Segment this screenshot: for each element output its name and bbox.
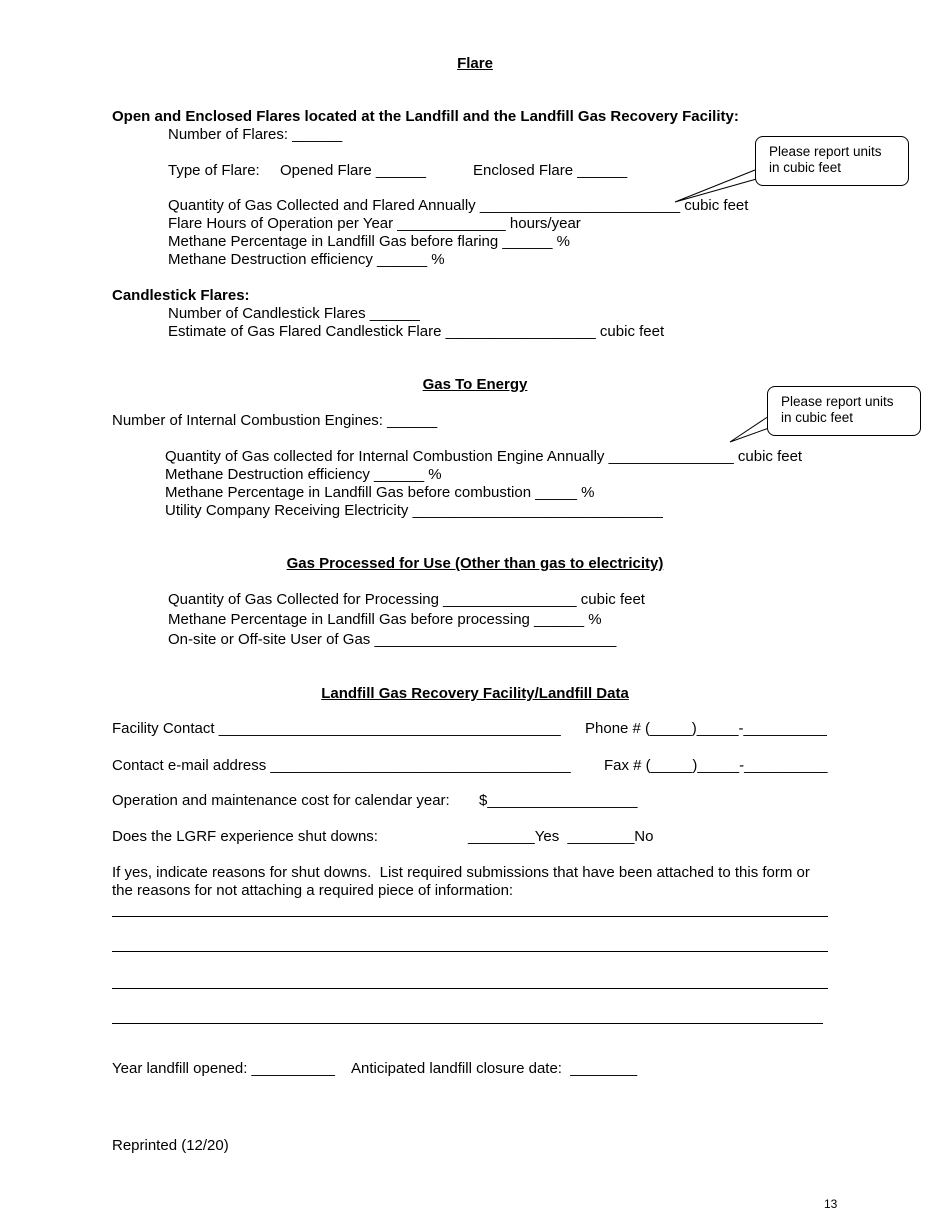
shutdowns-label: Does the LGRF experience shut downs: <box>112 828 378 845</box>
combustion-engines-field[interactable]: Number of Internal Combustion Engines: ______ <box>112 412 438 429</box>
energy-units-callout-text: Please report units in cubic feet <box>767 386 921 436</box>
year-opened-field[interactable]: Year landfill opened: __________ <box>112 1060 335 1077</box>
facility-contact-field[interactable]: Facility Contact _________________________________________ <box>112 720 561 737</box>
number-of-flares-field[interactable]: Number of Flares: ______ <box>168 126 343 143</box>
reasons-answer-line[interactable] <box>112 988 828 989</box>
contact-email-field[interactable]: Contact e-mail address ____________________________________ <box>112 757 571 774</box>
flare-hours-field[interactable]: Flare Hours of Operation per Year _____________ hours/year <box>168 215 581 232</box>
om-cost-field[interactable]: $__________________ <box>479 792 638 809</box>
type-of-flare-label: Type of Flare: <box>168 162 260 179</box>
phone-field[interactable]: Phone # (_____)_____-__________ <box>585 720 827 737</box>
shutdown-reasons-instruction-1: If yes, indicate reasons for shut downs. List required submissions that have been attached to this form or <box>112 864 810 881</box>
engine-gas-quantity-field[interactable]: Quantity of Gas collected for Internal Combustion Engine Annually _______________ cubic feet <box>165 448 803 465</box>
engine-methane-percentage-field[interactable]: Methane Percentage in Landfill Gas before combustion _____ % <box>165 484 595 501</box>
facility-data-heading: Landfill Gas Recovery Facility/Landfill Data <box>321 685 629 702</box>
enclosed-flare-field[interactable]: Enclosed Flare ______ <box>473 162 628 179</box>
gas-user-field[interactable]: On-site or Off-site User of Gas _____________________________ <box>168 631 617 648</box>
closure-date-field[interactable]: Anticipated landfill closure date: ________ <box>351 1060 638 1077</box>
shutdowns-yes-no-field[interactable]: ________Yes ________No <box>468 828 654 845</box>
reasons-answer-line[interactable] <box>112 951 828 952</box>
opened-flare-field[interactable]: Opened Flare ______ <box>280 162 426 179</box>
om-cost-label: Operation and maintenance cost for calendar year: <box>112 792 450 809</box>
gas-processed-heading: Gas Processed for Use (Other than gas to electricity) <box>286 555 664 572</box>
page-number: 13 <box>824 1197 838 1211</box>
reasons-answer-line[interactable] <box>112 916 828 917</box>
flare-methane-efficiency-field[interactable]: Methane Destruction efficiency ______ % <box>168 251 445 268</box>
processing-gas-quantity-field[interactable]: Quantity of Gas Collected for Processing ________________ cubic feet <box>168 591 645 608</box>
gas-to-energy-heading: Gas To Energy <box>422 376 528 393</box>
utility-company-field[interactable]: Utility Company Receiving Electricity ______________________________ <box>165 502 663 519</box>
shutdown-reasons-instruction-2: the reasons for not attaching a required piece of information: <box>112 882 514 899</box>
engine-methane-efficiency-field[interactable]: Methane Destruction efficiency ______ % <box>165 466 442 483</box>
candlestick-number-field[interactable]: Number of Candlestick Flares ______ <box>168 305 420 322</box>
flare-heading: Flare <box>457 55 493 72</box>
processing-methane-percentage-field[interactable]: Methane Percentage in Landfill Gas before processing ______ % <box>168 611 602 628</box>
flare-methane-percentage-field[interactable]: Methane Percentage in Landfill Gas before flaring ______ % <box>168 233 570 250</box>
fax-field[interactable]: Fax # (_____)_____-__________ <box>604 757 828 774</box>
reasons-answer-line[interactable] <box>112 1023 823 1024</box>
reprinted-date: Reprinted (12/20) <box>112 1137 229 1154</box>
flare-gas-quantity-field[interactable]: Quantity of Gas Collected and Flared Annually ________________________ cubic feet <box>168 197 749 214</box>
open-enclosed-flares-title: Open and Enclosed Flares located at the Landfill and the Landfill Gas Recovery Facility: <box>112 108 739 125</box>
candlestick-estimate-field[interactable]: Estimate of Gas Flared Candlestick Flare __________________ cubic feet <box>168 323 665 340</box>
candlestick-flares-title: Candlestick Flares: <box>112 287 250 304</box>
flare-units-callout-text: Please report units in cubic feet <box>755 136 909 186</box>
